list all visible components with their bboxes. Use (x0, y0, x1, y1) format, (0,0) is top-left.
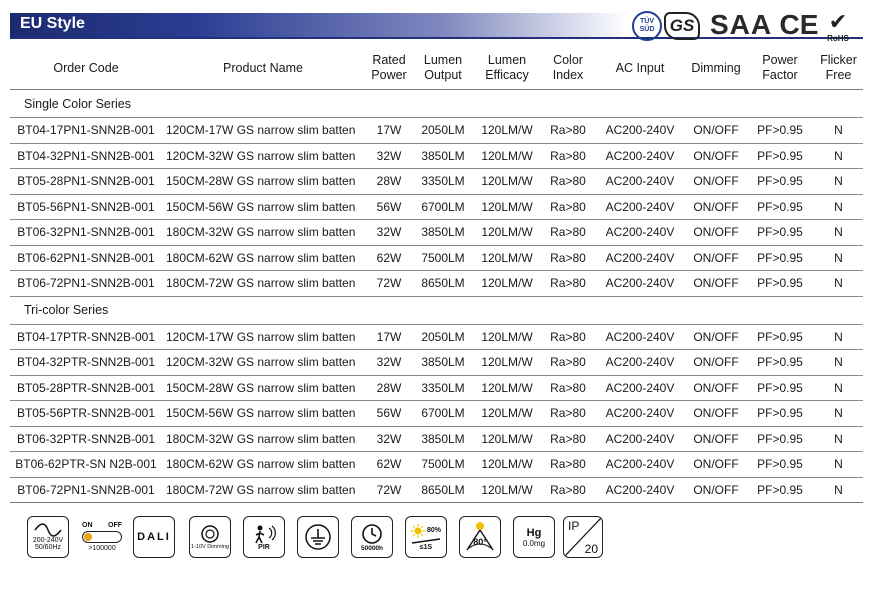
rated-power-cell: 17W (364, 324, 414, 350)
order-code-cell: BT06-32PN1-SNN2B-001 (10, 220, 162, 246)
lumen-output-cell: 3850LM (414, 220, 472, 246)
rated-power-cell: 56W (364, 194, 414, 220)
color-index-cell: Ra>80 (542, 426, 594, 452)
rated-power-cell: 62W (364, 452, 414, 478)
product-name-cell: 180CM-62W GS narrow slim batten (162, 452, 364, 478)
rated-power-cell: 32W (364, 426, 414, 452)
table-row (10, 220, 863, 246)
dimming-cell: ON/OFF (686, 350, 746, 376)
color-index-cell: Ra>80 (542, 169, 594, 195)
color-index-cell: Ra>80 (542, 220, 594, 246)
order-code-cell: BT06-62PN1-SNN2B-001 (10, 245, 162, 271)
lumen-efficacy-cell: 120LM/W (472, 143, 542, 169)
lumen-output-cell: 6700LM (414, 194, 472, 220)
lumen-efficacy-cell: 120LM/W (472, 271, 542, 297)
product-name-cell: 180CM-72W GS narrow slim batten (162, 271, 364, 297)
section-title: Single Color Series (10, 90, 863, 118)
ac-input-cell: AC200-240V (594, 350, 686, 376)
page-title: EU Style (20, 15, 85, 32)
order-code-cell: BT05-28PN1-SNN2B-001 (10, 169, 162, 195)
table-row (10, 452, 863, 478)
rated-power-cell: 72W (364, 477, 414, 503)
flicker-free-cell: N (814, 477, 863, 503)
ip-rating-icon: IP 20 (563, 516, 603, 558)
lifetime-clock-icon: 50000h (351, 516, 393, 558)
order-code-cell: BT05-56PN1-SNN2B-001 (10, 194, 162, 220)
flicker-free-cell: N (814, 401, 863, 427)
table-row (10, 426, 863, 452)
header-product-name: Product Name (162, 47, 364, 90)
lumen-efficacy-cell: 120LM/W (472, 194, 542, 220)
power-factor-cell: PF>0.95 (746, 194, 814, 220)
flicker-free-cell: N (814, 271, 863, 297)
color-index-cell: Ra>80 (542, 194, 594, 220)
dimming-cell: ON/OFF (686, 118, 746, 144)
rated-power-cell: 32W (364, 143, 414, 169)
header-flicker-free: Flicker Free (814, 47, 863, 90)
header-dimming: Dimming (686, 47, 746, 90)
ac-input-cell: AC200-240V (594, 426, 686, 452)
flicker-free-cell: N (814, 324, 863, 350)
dimming-cell: ON/OFF (686, 324, 746, 350)
rated-power-cell: 32W (364, 220, 414, 246)
table-row (10, 375, 863, 401)
lumen-efficacy-cell: 120LM/W (472, 245, 542, 271)
header-order-code: Order Code (10, 47, 162, 90)
rated-power-cell: 62W (364, 245, 414, 271)
lumen-output-cell: 3850LM (414, 350, 472, 376)
gs-logo: GS (664, 12, 700, 40)
order-code-cell: BT06-72PN1-SNN2B-001 (10, 271, 162, 297)
table-header-row (10, 47, 863, 90)
ac-input-icon: 200-240V 50/60Hz (27, 516, 69, 558)
header-lumen-output: Lumen Output (414, 47, 472, 90)
pir-sensor-icon: PIR (243, 516, 285, 558)
on-off-switch-icon: ON OFF >100000 (82, 522, 122, 552)
flicker-free-cell: N (814, 375, 863, 401)
dimming-cell: ON/OFF (686, 169, 746, 195)
power-factor-cell: PF>0.95 (746, 452, 814, 478)
power-factor-cell: PF>0.95 (746, 271, 814, 297)
rated-power-cell: 28W (364, 375, 414, 401)
dimming-cell: ON/OFF (686, 220, 746, 246)
header-lumen-efficacy: Lumen Efficacy (472, 47, 542, 90)
flicker-free-cell: N (814, 143, 863, 169)
order-code-cell: BT04-32PN1-SNN2B-001 (10, 143, 162, 169)
ac-input-cell: AC200-240V (594, 271, 686, 297)
flicker-free-cell: N (814, 350, 863, 376)
lumen-efficacy-cell: 120LM/W (472, 118, 542, 144)
product-name-cell: 150CM-28W GS narrow slim batten (162, 375, 364, 401)
ac-input-cell: AC200-240V (594, 143, 686, 169)
power-factor-cell: PF>0.95 (746, 118, 814, 144)
dimming-cell: ON/OFF (686, 375, 746, 401)
order-code-cell: BT06-32PTR-SNN2B-001 (10, 426, 162, 452)
rated-power-cell: 32W (364, 350, 414, 376)
lumen-output-cell: 3850LM (414, 143, 472, 169)
header-color-index: Color Index (542, 47, 594, 90)
ac-input-cell: AC200-240V (594, 118, 686, 144)
flicker-free-cell: N (814, 426, 863, 452)
lumen-output-cell: 2050LM (414, 324, 472, 350)
lumen-output-cell: 2050LM (414, 118, 472, 144)
table-row (10, 477, 863, 503)
table-row (10, 143, 863, 169)
order-code-cell: BT04-17PN1-SNN2B-001 (10, 118, 162, 144)
power-factor-cell: PF>0.95 (746, 245, 814, 271)
flicker-free-cell: N (814, 194, 863, 220)
flicker-free-cell: N (814, 220, 863, 246)
tuv-logo: TÜV SÜD (632, 11, 662, 41)
beam-angle-icon: 80° (459, 516, 501, 558)
table-row (10, 118, 863, 144)
ac-input-cell: AC200-240V (594, 477, 686, 503)
ground-icon (297, 516, 339, 558)
product-name-cell: 120CM-32W GS narrow slim batten (162, 350, 364, 376)
lumen-output-cell: 7500LM (414, 245, 472, 271)
product-name-cell: 180CM-72W GS narrow slim batten (162, 477, 364, 503)
dimming-cell: ON/OFF (686, 245, 746, 271)
color-index-cell: Ra>80 (542, 143, 594, 169)
section-header-row (10, 296, 863, 324)
dimming-cell: ON/OFF (686, 401, 746, 427)
lumen-efficacy-cell: 120LM/W (472, 220, 542, 246)
dimming-cell: ON/OFF (686, 452, 746, 478)
ac-input-cell: AC200-240V (594, 245, 686, 271)
product-name-cell: 180CM-62W GS narrow slim batten (162, 245, 364, 271)
order-code-cell: BT06-62PTR-SN N2B-001 (10, 452, 162, 478)
ac-input-cell: AC200-240V (594, 401, 686, 427)
ac-input-cell: AC200-240V (594, 220, 686, 246)
product-name-cell: 120CM-17W GS narrow slim batten (162, 324, 364, 350)
order-code-cell: BT04-17PTR-SNN2B-001 (10, 324, 162, 350)
product-name-cell: 120CM-17W GS narrow slim batten (162, 118, 364, 144)
power-factor-cell: PF>0.95 (746, 220, 814, 246)
color-index-cell: Ra>80 (542, 477, 594, 503)
product-name-cell: 180CM-32W GS narrow slim batten (162, 426, 364, 452)
table-row (10, 401, 863, 427)
feature-icons (27, 516, 607, 560)
ac-input-cell: AC200-240V (594, 452, 686, 478)
section-header-row (10, 90, 863, 118)
color-index-cell: Ra>80 (542, 401, 594, 427)
ac-input-cell: AC200-240V (594, 194, 686, 220)
power-factor-cell: PF>0.95 (746, 477, 814, 503)
order-code-cell: BT06-72PN1-SNN2B-001 (10, 477, 162, 503)
power-factor-cell: PF>0.95 (746, 324, 814, 350)
lumen-efficacy-cell: 120LM/W (472, 375, 542, 401)
lumen-efficacy-cell: 120LM/W (472, 350, 542, 376)
flicker-free-cell: N (814, 118, 863, 144)
product-name-cell: 150CM-56W GS narrow slim batten (162, 401, 364, 427)
product-table (10, 47, 863, 503)
lumen-output-cell: 8650LM (414, 477, 472, 503)
power-factor-cell: PF>0.95 (746, 350, 814, 376)
rohs-logo: ✔ RoHS (827, 8, 849, 43)
lumen-efficacy-cell: 120LM/W (472, 324, 542, 350)
power-factor-cell: PF>0.95 (746, 401, 814, 427)
lumen-output-cell: 8650LM (414, 271, 472, 297)
color-index-cell: Ra>80 (542, 324, 594, 350)
lumen-output-cell: 6700LM (414, 401, 472, 427)
color-index-cell: Ra>80 (542, 245, 594, 271)
order-code-cell: BT05-28PTR-SNN2B-001 (10, 375, 162, 401)
table-row (10, 350, 863, 376)
power-factor-cell: PF>0.95 (746, 169, 814, 195)
dimming-cell: ON/OFF (686, 477, 746, 503)
color-index-cell: Ra>80 (542, 375, 594, 401)
ac-input-cell: AC200-240V (594, 324, 686, 350)
lumen-efficacy-cell: 120LM/W (472, 477, 542, 503)
power-factor-cell: PF>0.95 (746, 426, 814, 452)
product-name-cell: 180CM-32W GS narrow slim batten (162, 220, 364, 246)
section-title: Tri-color Series (10, 296, 863, 324)
lumen-output-cell: 7500LM (414, 452, 472, 478)
table-row (10, 271, 863, 297)
dimming-cell: ON/OFF (686, 426, 746, 452)
product-name-cell: 150CM-56W GS narrow slim batten (162, 194, 364, 220)
ce-logo: CE (779, 9, 819, 40)
power-factor-cell: PF>0.95 (746, 375, 814, 401)
dimming-cell: ON/OFF (686, 194, 746, 220)
color-index-cell: Ra>80 (542, 452, 594, 478)
table-row (10, 194, 863, 220)
check-icon: ✔ (828, 8, 848, 34)
lumen-efficacy-cell: 120LM/W (472, 426, 542, 452)
lumen-efficacy-cell: 120LM/W (472, 401, 542, 427)
color-index-cell: Ra>80 (542, 350, 594, 376)
flicker-free-cell: N (814, 452, 863, 478)
table-row (10, 169, 863, 195)
lumen-output-cell: 3850LM (414, 426, 472, 452)
power-factor-cell: PF>0.95 (746, 143, 814, 169)
rated-power-cell: 72W (364, 271, 414, 297)
order-code-cell: BT05-56PTR-SNN2B-001 (10, 401, 162, 427)
instant-start-icon: 80% ≤1S (405, 516, 447, 558)
color-index-cell: Ra>80 (542, 271, 594, 297)
rated-power-cell: 56W (364, 401, 414, 427)
dimming-icon: 1-10V Dimming (189, 516, 231, 558)
table-body (10, 90, 863, 503)
product-name-cell: 120CM-32W GS narrow slim batten (162, 143, 364, 169)
lumen-efficacy-cell: 120LM/W (472, 169, 542, 195)
dimming-cell: ON/OFF (686, 143, 746, 169)
header-ac-input: AC Input (594, 47, 686, 90)
ac-input-cell: AC200-240V (594, 375, 686, 401)
saa-logo: SAA (709, 9, 773, 40)
table-row (10, 245, 863, 271)
rated-power-cell: 17W (364, 118, 414, 144)
dali-icon: DALI (133, 516, 175, 558)
dimming-cell: ON/OFF (686, 271, 746, 297)
order-code-cell: BT04-32PTR-SNN2B-001 (10, 350, 162, 376)
table-row (10, 324, 863, 350)
lumen-output-cell: 3350LM (414, 375, 472, 401)
product-name-cell: 150CM-28W GS narrow slim batten (162, 169, 364, 195)
title-bar (10, 13, 628, 37)
rated-power-cell: 28W (364, 169, 414, 195)
lumen-output-cell: 3350LM (414, 169, 472, 195)
ac-input-cell: AC200-240V (594, 169, 686, 195)
header-power-factor: Power Factor (746, 47, 814, 90)
flicker-free-cell: N (814, 245, 863, 271)
mercury-icon: Hg 0.0mg (513, 516, 555, 558)
color-index-cell: Ra>80 (542, 118, 594, 144)
flicker-free-cell: N (814, 169, 863, 195)
header-rated-power: Rated Power (364, 47, 414, 90)
lumen-efficacy-cell: 120LM/W (472, 452, 542, 478)
